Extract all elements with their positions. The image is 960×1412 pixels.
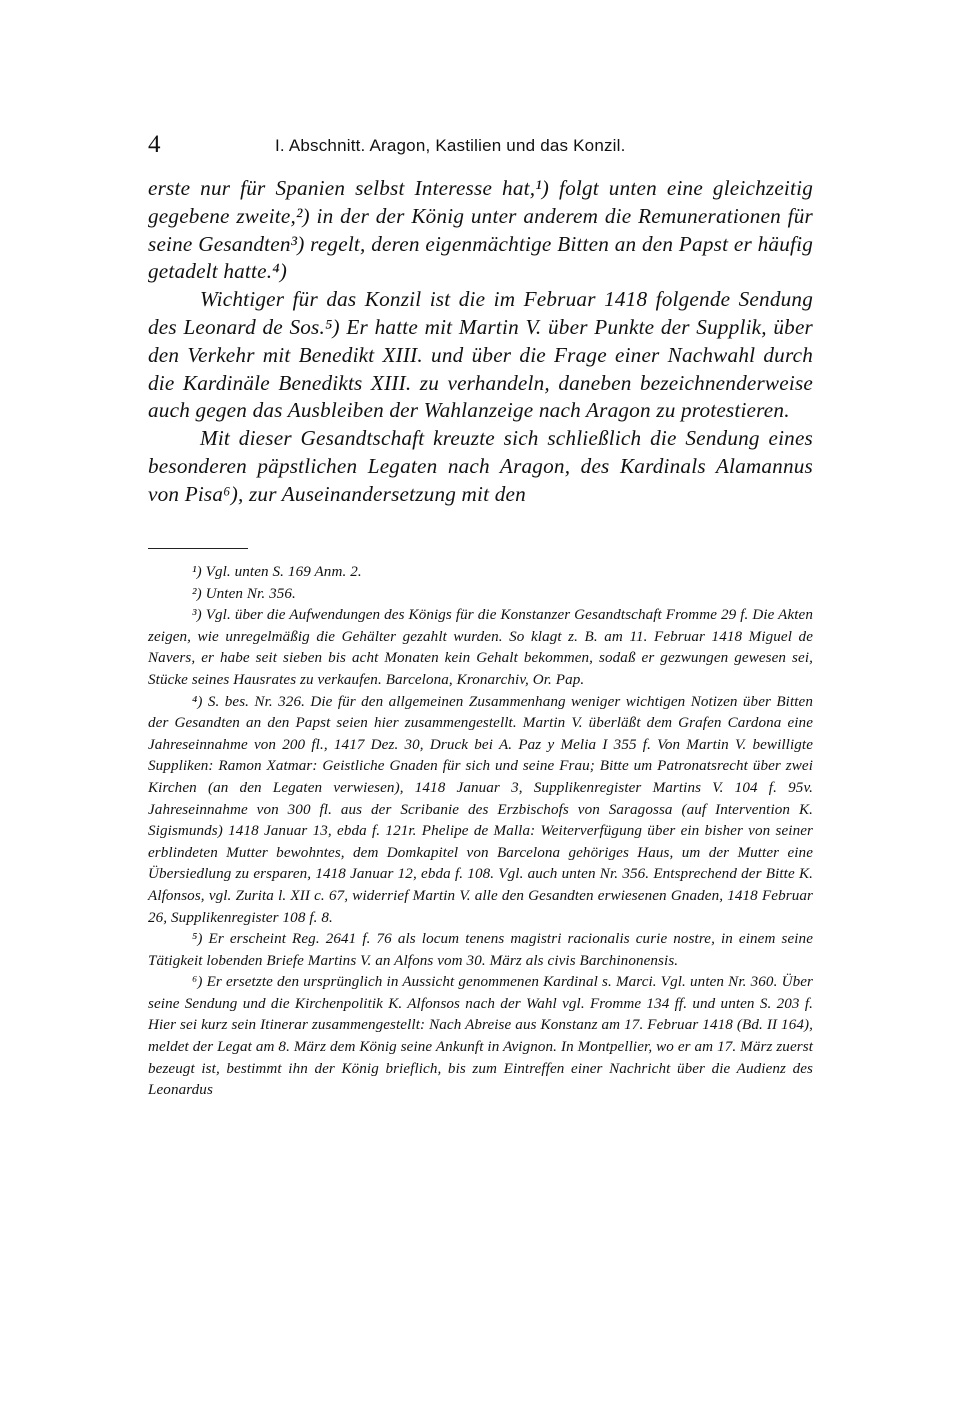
footnote-3: ³) Vgl. über die Aufwendungen des Königs für die Konstanzer Gesandtschaft Fromme 29 f. Die Akten zeigen, wie unregelmäßig die Gehälter gezahlt wurden. So klagt z. B. am 11. Februar 1418 Miguel de Navers, er habe seit sieben bis acht Monaten kein Gehalt bekommen, sodaß er gezwungen gewesen sei, Stücke seines Hausrates zu verkaufen. Barcelona, Kronarchiv, Or. Pap. <box>148 607 813 688</box>
footnote-2: ²) Unten Nr. 356. <box>192 585 296 602</box>
page-header <box>148 132 813 160</box>
footnote-separator <box>148 548 248 549</box>
footnotes <box>148 562 813 1102</box>
page-number: 4 <box>148 131 161 158</box>
running-head: I. Abschnitt. Aragon, Kastilien und das Konzil. <box>275 136 626 155</box>
footnote-5: ⁵) Er erscheint Reg. 2641 f. 76 als locum tenens magistri racionalis curie nostre, in einem seine Tätigkeit lobenden Briefe Martins V. an Alfons vom 30. März als civis Barchinonensis. <box>148 931 813 969</box>
main-paragraph-2: Wichtiger für das Konzil ist die im Februar 1418 folgende Sendung des Leonard de Sos.⁵) Er hatte mit Martin V. über Punkte der Supplik, über den Verkehr mit Benedikt XIII. und über die Frage einer Nachwahl durch die Kardinäle Benedikts XIII. zu verhandeln, daneben bezeichnenderweise auch gegen das Ausbleiben der Wahlanzeige nach Aragon zu protestieren. <box>148 287 813 423</box>
footnote-1: ¹) Vgl. unten S. 169 Anm. 2. <box>192 564 362 580</box>
footnote-6: ⁶) Er ersetzte den ursprünglich in Aussicht genommenen Kardinal s. Marci. Vgl. unten Nr. 360. Über seine Sendung und die Kirchenpolitik K. Alfonsos nach der Wahl vgl. Fromme 134 ff. und unten S. 203 f. Hier sei kurz sein Itinerar zusammengestellt: Nach Abreise aus Konstanz am 17. Februar 1418 (Bd. II 164), meldet der Legat am 8. März dem König seine Ankunft in Avignon. In Montpellier, wo er am 17. März zuerst bezeugt ist, bestimmt ihn der König brieflich, bis zum Eintreffen einer Nachricht über die Audienz des Leonardus <box>148 974 813 1099</box>
main-text <box>148 175 813 509</box>
main-paragraph-1: erste nur für Spanien selbst Interesse hat,¹) folgt unten eine gleichzeitig gegebene zweite,²) in der der König unter anderem die Remunerationen für seine Gesandten³) regelt, deren eigenmächtige Bitten an den Papst er häufig getadelt hatte.⁴) <box>148 176 813 284</box>
footnote-4: ⁴) S. bes. Nr. 326. Die für den allgemeinen Zusammenhang weniger wichtigen Notizen über Bitten der Gesandten an den Papst seien hier zusammengestellt. Martin V. überläßt dem Grafen Cardona eine Jahreseinnahme von 200 fl., 1417 Dez. 30, Druck bei A. Paz y Melia I 355 f. Von Martin V. bewilligte Suppliken: Ramon Xatmar: Geistliche Gnaden für sich und seine Frau; Bitte um Patronatsrecht über zwei Kirchen (an den Legaten verwiesen), 1418 Januar 3, Supplikenregister Martins V. 104 f. 95v. Jahreseinnahme von 300 fl. aus der Scribanie des Erzbischofs von Saragossa (auf Intervention K. Sigismunds) 1418 Januar 13, ebda f. 121r. Phelipe de Malla: Weiterverfügung über ein bisher von seiner erblindeten Mutter bewohntes, dem Domkapitel von Barcelona gehöriges Haus, um der Mutter eine Übersiedlung zu ersparen, 1418 Januar 12, ebda f. 108. Vgl. auch unten Nr. 356. Entsprechend der Bitte K. Alfonsos, vgl. Zurita l. XII c. 67, widerrief Martin V. alle den Gesandten erwiesenen Gnaden, 1418 Februar 26, Supplikenregister 108 f. 8. <box>148 693 813 926</box>
main-paragraph-3: Mit dieser Gesandtschaft kreuzte sich schließlich die Sendung eines besonderen päpstlichen Legaten nach Aragon, des Kardinals Alamannus von Pisa⁶), zur Auseinandersetzung mit den <box>148 426 813 506</box>
